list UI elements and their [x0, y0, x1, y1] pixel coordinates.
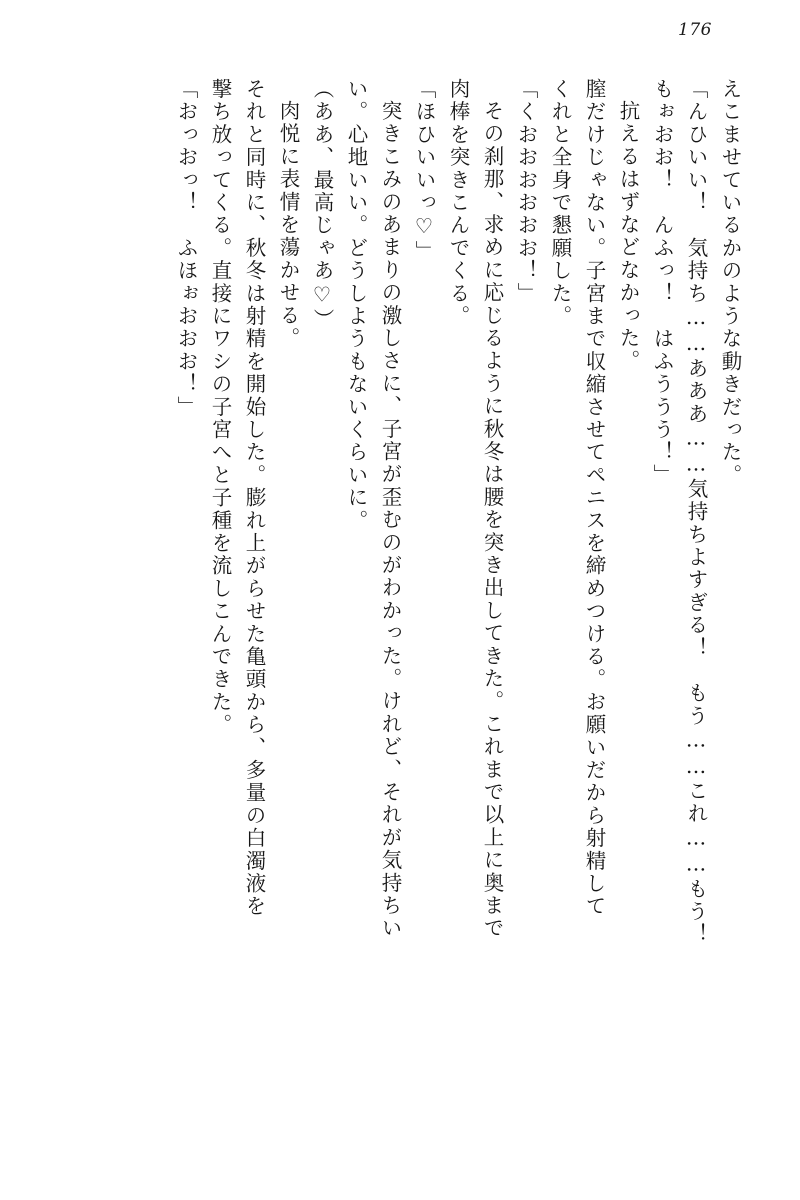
text-line: 肉棒を突きこんでくる。: [446, 78, 470, 328]
text-line: い。心地いい。どうしようもないくらいに。: [344, 78, 368, 532]
text-line: 膣だけじゃない。子宮まで収縮させてペニスを締めつける。お願いだから射精して: [582, 78, 606, 918]
text-line: 「くおおおおおお！」: [514, 78, 538, 305]
text-line: 肉悦に表情を蕩かせる。: [276, 100, 300, 350]
text-line: えこませているかのような動きだった。: [718, 78, 742, 487]
vertical-text-body: [60, 78, 740, 1140]
text-line: （ああ、最高じゃあ♡）: [310, 78, 334, 332]
text-line: 抗えるはずなどなかった。: [616, 100, 640, 373]
text-line: くれと全身で懇願した。: [548, 78, 572, 328]
text-line: もぉおお！ んふっ！ はふううう！」: [650, 78, 674, 487]
text-line: その刹那、求めに応じるように秋冬は腰を突き出してきた。これまで以上に奥まで: [480, 100, 504, 940]
text-line: 「んひいい！ 気持ち……あああ……気持ちよすぎる！ もう……これ……もう！: [684, 78, 708, 946]
text-line: 「おっおっ！ ふほぉおおお！」: [174, 78, 198, 419]
page-number: 176: [678, 20, 712, 40]
text-line: それと同時に、秋冬は射精を開始した。膨れ上がらせた亀頭から、多量の白濁液を: [242, 78, 266, 918]
text-line: 撃ち放ってくる。直接にワシの子宮へと子種を流しこんできた。: [208, 78, 232, 737]
text-line: 「ほひいいっ♡」: [412, 78, 436, 264]
text-line: 突きこみのあまりの激しさに、子宮が歪むのがわかった。けれど、それが気持ちい: [378, 100, 402, 940]
